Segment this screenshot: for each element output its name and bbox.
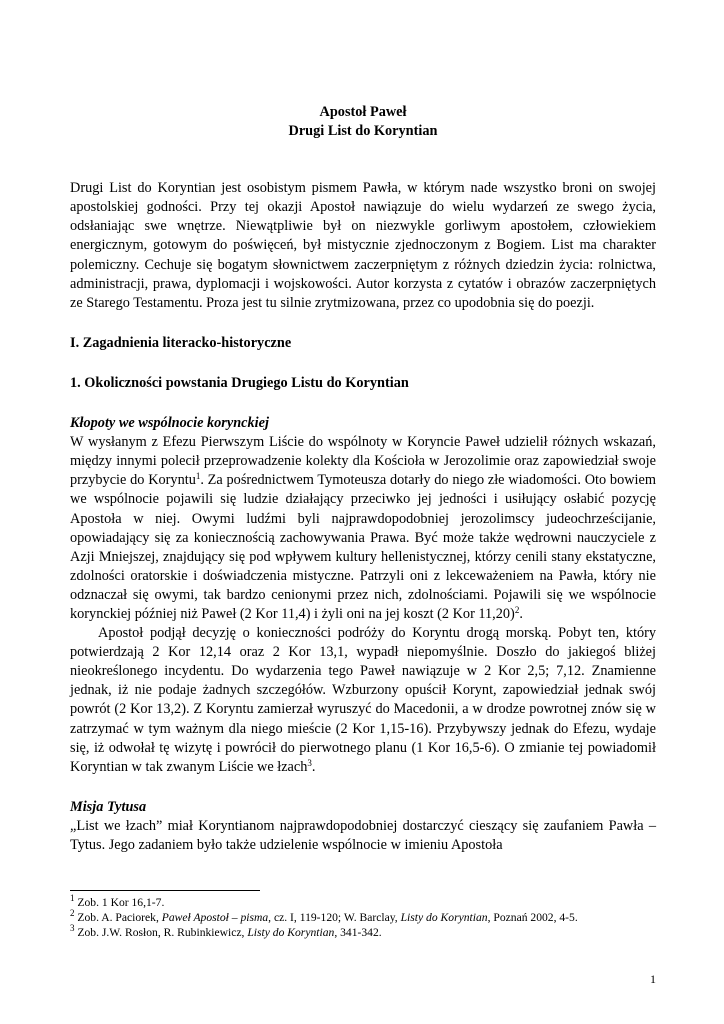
intro-paragraph: Drugi List do Koryntian jest osobistym pismem Pawła, w którym nade wszystko broni on swojej apostolskiej godności. Przy tej okazji Apostoł nawiązuje do wielu wydarzeń ze swego życia, odsłaniając swe wnętrze. Niewątpliwie był on niezwykle gorliwym apostołem, człowiekiem energicznym, gotowym do poświęceń, był mistycznie zjednoczonym z Bogiem. List ma charakter polemiczny. Cechuje się bogatym słownictwem zaczerpniętym z różnych dziedzin życia: rolnictwa, administracji, prawa, dyplomacji i wojskowości. Autor korzysta z cytatów i obrazów zaczerpniętych ze Starego Testamentu. Proza jest tu silnie zrytmizowana, przez co upodobnia się do poezji. <box>70 180 656 311</box>
footnote-text: , 341-342. <box>334 926 382 939</box>
footnote-ref[interactable]: 2 <box>514 604 520 615</box>
title-work: Drugi List do Koryntian <box>288 123 438 140</box>
spacer <box>70 777 656 798</box>
spacer <box>70 353 656 374</box>
footnote-number: 3 <box>70 923 75 933</box>
topic-heading-misja: Misja Tytusa <box>70 798 147 815</box>
footnote-title: Paweł Apostoł – pisma <box>161 911 269 924</box>
footnotes <box>70 895 656 940</box>
document-body <box>70 103 656 855</box>
footnote-2 <box>70 910 656 925</box>
paragraph-klopoty-2 <box>70 624 656 777</box>
footnote-text: , Poznań 2002, 4-5. <box>487 911 578 924</box>
title-author: Apostoł Paweł <box>319 104 407 120</box>
footnote-title: Listy do Koryntian <box>247 926 335 939</box>
paragraph-text: Apostoł podjął decyzję o konieczności podróży do Koryntu drogą morską. Pobyt ten, który potwierdzają 2 Kor 12,14 oraz 2 Kor 13,1, wypadł niepomyślnie. Doszło do jakiegoś bliżej nieokreślonego incydentu. Do wydarzenia tego Paweł nawiązuje w 2 Kor 2,5; 7,12. Znamienne jednak, iż nie podaje żadnych szczegółów. Wzburzony opuścił Korynt, zapowiedział jednak swój powrót (2 Kor 13,2). Z Koryntu zamierzał wyruszyć do Macedonii, a w drodze powrotnej znów się w zatrzymać w tym ważnym dla niego mieście (2 Kor 1,15-16). Przybywszy jednak do Efezu, wydaje się, iż odwołał tę wizytę i powrócił do pierwotnego planu (1 Kor 16,5-6). O zmianie tej powiadomił Koryntian w tak zwanym Liście we łzach <box>70 625 656 775</box>
footnote-text: , cz. I, 119-120; W. Barclay, <box>268 911 401 924</box>
footnote-number: 1 <box>70 893 75 903</box>
spacer <box>70 141 656 179</box>
footnote-divider <box>70 890 260 891</box>
footnote-ref[interactable]: 3 <box>307 757 312 768</box>
paragraph-text: . Za pośrednictwem Tymoteusza dotarły do niego złe wiadomości. Oto bowiem we wspólnocie pojawili się ludzie działający przeciwko jej jedności i usiłujący osłabić pozycję Apostoła w niej. Owymi ludźmi byli najprawdopodobniej jerozolimscy judeochrześcijanie, opowiadający się za koniecznością zachowywania Prawa. Być może także wędrowni nauczyciele z Azji Mniejszej, znajdujący się pod wpływem kultury hellenistycznej, którzy cenili stany ekstatyczne, zdolności oratorskie i doświadczenia mistyczne. Patrzyli oni z lekceważeniem na Pawła, który nie odznaczał się owymi, tak bardzo cenionymi przez nich, zdolnościami. Pojawili się we wspólnocie korynckiej później niż Paweł (2 Kor 11,4) i żyli oni na jej koszt (2 Kor 11,20) <box>70 472 656 622</box>
footnote-number: 2 <box>70 908 75 918</box>
paragraph-text: W wysłanym z Efezu Pierwszym Liście do wspólnoty w Koryncie Paweł udzielił różnych wskazań, między innymi polecił przeprowadzenie kolekty dla Kościoła w Jerozolimie oraz zapowiedział swoje przybycie do Koryntu <box>70 434 656 489</box>
paragraph-misja-1: „List we łzach” miał Koryntianom najprawdopodobniej dostarczyć cieszący się zaufaniem Pawła – Tytus. Jego zadaniem było także udzielenie wspólnocie w imieniu Apostoła <box>70 817 656 853</box>
footnote-text: Zob. A. Paciorek, <box>77 911 162 924</box>
footnote-text: Zob. J.W. Rosłon, R. Rubinkiewicz, <box>77 926 248 939</box>
footnote-3 <box>70 925 656 940</box>
paragraph-text: . <box>519 605 523 622</box>
paragraph-klopoty-1 <box>70 433 656 624</box>
footnote-ref[interactable]: 1 <box>195 471 201 482</box>
spacer <box>70 393 656 414</box>
footnote-title: Listy do Koryntian <box>400 911 488 924</box>
footnote-text: Zob. 1 Kor 16,1-7. <box>77 896 165 909</box>
page-number: 1 <box>650 972 656 986</box>
footnote-1 <box>70 895 656 910</box>
subsection-heading: 1. Okoliczności powstania Drugiego Listu do Koryntian <box>70 374 409 391</box>
spacer <box>70 313 656 334</box>
topic-heading-klopoty: Kłopoty we wspólnocie korynckiej <box>70 415 269 432</box>
paragraph-text: . <box>311 758 316 775</box>
section-heading: I. Zagadnienia literacko-historyczne <box>70 334 292 351</box>
